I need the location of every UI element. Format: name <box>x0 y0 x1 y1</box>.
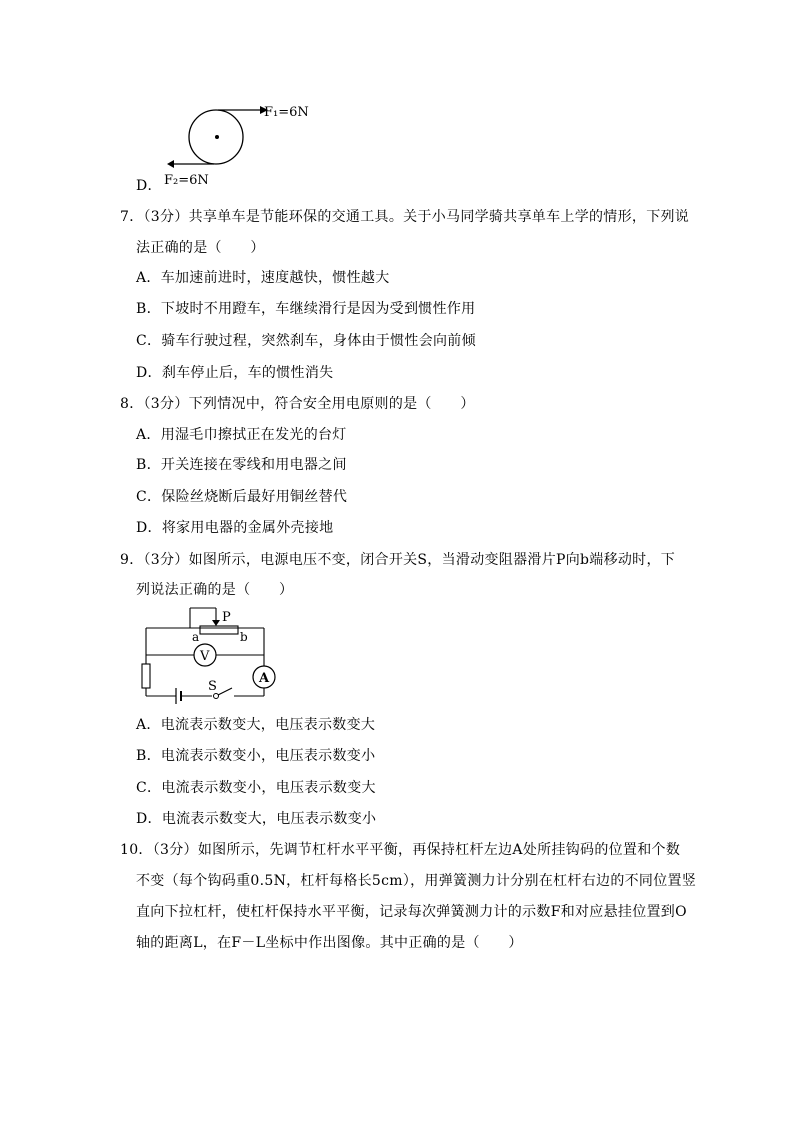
q9-stem-line2: 列说法正确的是（ ） <box>136 582 294 598</box>
q7-option-c: C．骑车行驶过程，突然刹车，身体由于惯性会向前倾 <box>136 333 476 349</box>
q10-stem-line3: 直向下拉杠杆，使杠杆保持水平平衡，记录每次弹簧测力计的示数F和对应悬挂位置到O <box>136 904 687 920</box>
q8-option-d: D．将家用电器的金属外壳接地 <box>136 520 334 536</box>
q10-stem-line2: 不变（每个钩码重0.5N，杠杆每格长5cm），用弹簧测力计分别在杠杆右边的不同位置竖 <box>136 873 697 889</box>
q9-option-b: B．电流表示数变小，电压表示数变小 <box>136 748 376 764</box>
switch-pivot <box>214 694 219 699</box>
q7-stem-line1: 7．（3分）共享单车是节能环保的交通工具。关于小马同学骑共享单车上学的情形，下列说 <box>120 209 690 225</box>
q8-stem: 8．（3分）下列情况中，符合安全用电原则的是（ ） <box>120 396 475 412</box>
q10-stem-line4: 轴的距离L，在F－L坐标中作出图像。其中正确的是（ ） <box>136 935 523 951</box>
q7-option-b: B．下坡时不用蹬车，车继续滑行是因为受到惯性作用 <box>136 301 476 317</box>
p-label: P <box>222 610 231 625</box>
q6-force-diagram <box>160 96 320 186</box>
fixed-resistor <box>142 664 150 688</box>
b-terminal-label: b <box>240 630 248 644</box>
q10-stem-line1: 10．（3分）如图所示，先调节杠杆水平平衡，再保持杠杆左边A处所挂钩码的位置和个数 <box>120 842 681 858</box>
f2-label: F₂=6N <box>164 173 209 188</box>
switch-lever <box>218 688 232 695</box>
q9-option-a: A．电流表示数变大，电压表示数变大 <box>136 717 376 733</box>
ammeter-label: A <box>259 671 270 686</box>
voltmeter-label: V <box>200 649 210 664</box>
a-terminal-label: a <box>192 630 200 644</box>
q9-circuit-diagram <box>136 604 286 708</box>
q7-option-a: A．车加速前进时，速度越快，惯性越大 <box>136 270 390 286</box>
center-dot <box>215 135 219 139</box>
f2-arrowhead <box>167 160 174 168</box>
q9-option-c: C．电流表示数变小，电压表示数变大 <box>136 780 376 796</box>
f1-label: F₁=6N <box>264 105 309 120</box>
rheostat <box>200 626 238 634</box>
q9-option-d: D．电流表示数变大，电压表示数变小 <box>136 811 377 827</box>
q8-option-a: A．用湿毛巾擦拭正在发光的台灯 <box>136 427 347 443</box>
switch-label: S <box>208 679 217 694</box>
q7-option-d: D．刹车停止后，车的惯性消失 <box>136 365 334 381</box>
q6-option-d: D． <box>136 178 162 194</box>
q7-stem-line2: 法正确的是（ ） <box>136 240 265 256</box>
slider-arrowhead <box>212 620 220 626</box>
q8-option-c: C．保险丝烧断后最好用铜丝替代 <box>136 489 348 505</box>
q8-option-b: B．开关连接在零线和用电器之间 <box>136 457 347 473</box>
q9-stem-line1: 9．（3分）如图所示，电源电压不变，闭合开关S，当滑动变阻器滑片P向b端移动时，下 <box>120 552 676 568</box>
